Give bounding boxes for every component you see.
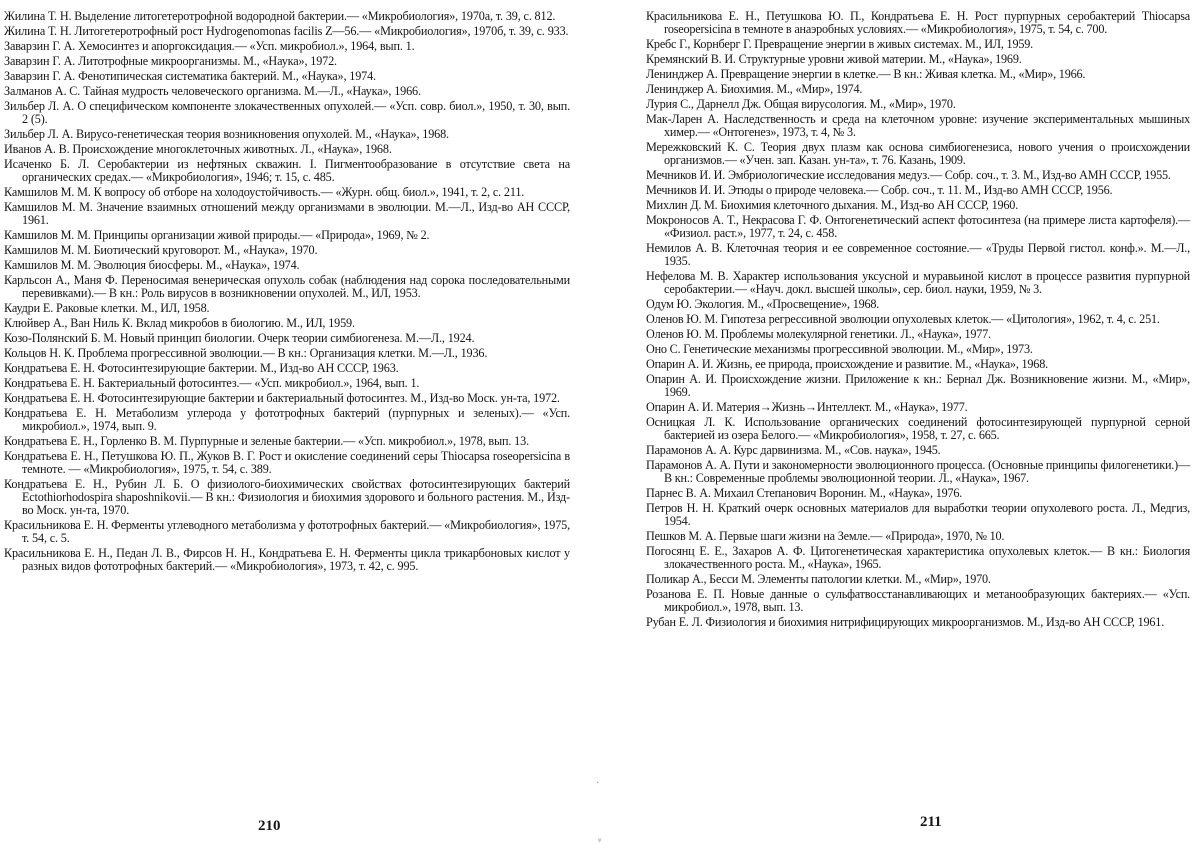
reference-entry: Мережковский К. С. Теория двух плазм как основа симбиогенезиса, нового учения о происхождении организмов.— «Учен. зап. Казан. ун-та», т. 76. Казань, 1909. [646, 140, 1190, 167]
reference-entry: Опарин А. И. Жизнь, ее природа, происхождение и развитие. М., «Наука», 1968. [646, 357, 1048, 371]
reference-entry: Красильникова Е. Н., Педан Л. В., Фирсов Н. Н., Кондратьева Е. Н. Ферменты цикла трикарбоновых кислот у разных видов фототрофных бактерий.— «Микробиология», 1973, т. 42, с. 995. [4, 546, 570, 573]
reference-entry: Одум Ю. Экология. М., «Просвещение», 1968. [646, 297, 880, 311]
reference-entry: Кондратьева Е. Н., Горленко В. М. Пурпурные и зеленые бактерии.— «Усп. микробиол.», 1978, вып. 13. [4, 434, 529, 448]
reference-entry: Розанова Е. П. Новые данные о сульфатвосстанавливающих и метанообразующих бактериях.— «Усп. микробиол.», 1978, вып. 13. [646, 587, 1190, 614]
reference-entry: Осницкая Л. К. Использование органических соединений фотосинтезирующей пурпурной серной бактерией из озера Белого.— «Микробиология», 1958, т. 27, с. 665. [646, 415, 1190, 442]
reference-entry: Немилов А. В. Клеточная теория и ее современное состояние.— «Труды Первой гистол. конф.». М.—Л., 1935. [646, 241, 1190, 268]
reference-entry: Ленинджер А. Превращение энергии в клетке.— В кн.: Живая клетка. М., «Мир», 1966. [646, 67, 1086, 81]
reference-list [4, 10, 570, 573]
reference-entry: Кондратьева Е. Н., Рубин Л. Б. О физиолого-биохимических свойствах фотосинтезирующих бактерий Ectothiorhodospira shaposhnikovii.— В кн.: Физиология и биохимия здорового и больного растения. М., Изд-во Моск. ун-та, 1970. [4, 477, 570, 517]
reference-entry: Мечников И. И. Этюды о природе человека.— Собр. соч., т. 11. М., Изд-во АМН СССР, 1956. [646, 183, 1113, 197]
reference-entry: Опарин А. И. Происхождение жизни. Приложение к кн.: Бернал Дж. Возникновение жизни. М., «Мир», 1969. [646, 372, 1190, 399]
reference-entry: Оленов Ю. М. Проблемы молекулярной генетики. Л., «Наука», 1977. [646, 327, 991, 341]
reference-entry: Мокроносов А. Т., Некрасова Г. Ф. Онтогенетический аспект фотосинтеза (на примере листа картофеля).— «Физиол. раст.», 1977, т. 24, с. 458. [646, 213, 1190, 240]
reference-entry: Кондратьева Е. Н., Петушкова Ю. П., Жуков В. Г. Рост и окисление соединений серы Thiocapsa roseopersicina в темноте. — «Микробиология», 1975, т. 54, с. 389. [4, 449, 570, 476]
reference-entry: Камшилов М. М. Принципы организации живой природы.— «Природа», 1969, № 2. [4, 228, 430, 242]
reference-entry: Опарин А. И. Материя→Жизнь→Интеллект. М., «Наука», 1977. [646, 400, 968, 414]
reference-entry: Жилина Т. Н. Литогетеротрофный рост Hydrogenomonas facilis Z—56.— «Микробиология», 1970б, т. 39, с. 933. [4, 24, 569, 38]
reference-entry: Заварзин Г. А. Фенотипическая систематика бактерий. М., «Наука», 1974. [4, 69, 376, 83]
reference-list [646, 10, 1190, 629]
reference-entry: Каудри Е. Раковые клетки. М., ИЛ, 1958. [4, 301, 210, 315]
page-number: 211 [920, 814, 942, 830]
scan-speck-icon: · [596, 778, 600, 789]
reference-entry: Оно С. Генетические механизмы прогрессивной эволюции. М., «Мир», 1973. [646, 342, 1033, 356]
reference-entry: Кондратьева Е. Н. Метаболизм углерода у фототрофных бактерий (пурпурных и зеленых).— «Усп. микробиол.», 1974, вып. 9. [4, 406, 570, 433]
reference-entry: Мечников И. И. Эмбриологические исследования медуз.— Собр. соч., т. 3. М., Изд-во АМН СССР, 1955. [646, 168, 1171, 182]
reference-entry: Иванов А. В. Происхождение многоклеточных животных. Л., «Наука», 1968. [4, 142, 392, 156]
reference-entry: Лурия С., Дарнелл Дж. Общая вирусология. М., «Мир», 1970. [646, 97, 956, 111]
reference-entry: Жилина Т. Н. Выделение литогетеротрофной водородной бактерии.— «Микробиология», 1970а, т. 39, с. 812. [4, 9, 556, 23]
reference-entry: Кондратьева Е. Н. Фотосинтезирующие бактерии и бактериальный фотосинтез. М., Изд-во Моск. ун-та, 1972. [4, 391, 560, 405]
reference-entry: Камшилов М. М. К вопросу об отборе на холодоустойчивость.— «Журн. общ. биол.», 1941, т. 2, с. 211. [4, 185, 525, 199]
reference-entry: Кольцов Н. К. Проблема прогрессивной эволюции.— В кн.: Организация клетки. М.—Л., 1936. [4, 346, 488, 360]
reference-entry: Парамонов А. А. Курс дарвинизма. М., «Сов. наука», 1945. [646, 443, 941, 457]
reference-entry: Камшилов М. М. Биотический круговорот. М., «Наука», 1970. [4, 243, 318, 257]
reference-entry: Исаченко Б. Л. Серобактерии из нефтяных скважин. I. Пигментообразование в отсутствие света на органических средах.— «Микробиология», 1946; т. 15, с. 485. [4, 157, 570, 184]
reference-entry: Поликар А., Бесси М. Элементы патологии клетки. М., «Мир», 1970. [646, 572, 991, 586]
reference-entry: Оленов Ю. М. Гипотеза регрессивной эволюции опухолевых клеток.— «Цитология», 1962, т. 4, с. 251. [646, 312, 1160, 326]
reference-entry: Зильбер Л. А. Вирусо-генетическая теория возникновения опухолей. М., «Наука», 1968. [4, 127, 449, 141]
reference-entry: Заварзин Г. А. Литотрофные микроорганизмы. М., «Наука», 1972. [4, 54, 337, 68]
reference-entry: Кребс Г., Корнберг Г. Превращение энергии в живых системах. М., ИЛ, 1959. [646, 37, 1033, 51]
reference-entry: Кондратьева Е. Н. Фотосинтезирующие бактерии. М., Изд-во АН СССР, 1963. [4, 361, 399, 375]
reference-entry: Парамонов А. А. Пути и закономерности эволюционного процесса. (Основные принципы филогенетики.)— В кн.: Современные проблемы эволюционной теории. Л., «Наука», 1967. [646, 458, 1190, 485]
reference-entry: Клюйвер А., Ван Ниль К. Вклад микробов в биологию. М., ИЛ, 1959. [4, 316, 355, 330]
reference-entry: Нефелова М. В. Характер использования уксусной и муравьиной кислот в процессе развития пурпурной серобактерии.— «Науч. докл. высшей школы», сер. биол. науки, 1959, № 3. [646, 269, 1190, 296]
reference-entry: Ленинджер А. Биохимия. М., «Мир», 1974. [646, 82, 863, 96]
reference-entry: Красильникова Е. Н. Ферменты углеводного метаболизма у фототрофных бактерий.— «Микробиология», 1975, т. 54, с. 5. [4, 518, 570, 545]
reference-entry: Парнес В. А. Михаил Степанович Воронин. М., «Наука», 1976. [646, 486, 963, 500]
reference-entry: Камшилов М. М. Эволюция биосферы. М., «Наука», 1974. [4, 258, 300, 272]
reference-entry: Зильбер Л. А. О специфическом компоненте злокачественных опухолей.— «Усп. совр. биол.», 1950, т. 30, вып. 2 (5). [4, 99, 570, 126]
reference-entry: Камшилов М. М. Значение взаимных отношений между организмами в эволюции. М.—Л., Изд-во АН СССР, 1961. [4, 200, 570, 227]
scan-speck-icon: ᵠ [598, 836, 602, 847]
reference-entry: Заварзин Г. А. Хемосинтез и апоргоксидация.— «Усп. микробиол.», 1964, вып. 1. [4, 39, 415, 53]
reference-entry: Карльсон А., Маня Ф. Переносимая венерическая опухоль собак (наблюдения над сорока последовательными перевивками).— В кн.: Роль вирусов в возникновении опухолей. М., ИЛ, 1953. [4, 273, 570, 300]
left-page [4, 10, 570, 575]
reference-entry: Кремянский В. И. Структурные уровни живой материи. М., «Наука», 1969. [646, 52, 1022, 66]
reference-entry: Пешков М. А. Первые шаги жизни на Земле.— «Природа», 1970, № 10. [646, 529, 1005, 543]
reference-entry: Петров Н. Н. Краткий очерк основных материалов для выработки теории опухолевого роста. Л., Медгиз, 1954. [646, 501, 1190, 528]
right-page [646, 10, 1190, 631]
reference-entry: Погосянц Е. Е., Захаров А. Ф. Цитогенетическая характеристика опухолевых клеток.— В кн.: Биология злокачественного роста. М., «Наука», 1965. [646, 544, 1190, 571]
reference-entry: Рубан Е. Л. Физиология и биохимия нитрифицирующих микроорганизмов. М., Изд-во АН СССР, 1961. [646, 615, 1165, 629]
reference-entry: Козо-Полянский Б. М. Новый принцип биологии. Очерк теории симбиогенеза. М.—Л., 1924. [4, 331, 475, 345]
reference-entry: Кондратьева Е. Н. Бактериальный фотосинтез.— «Усп. микробиол.», 1964, вып. 1. [4, 376, 420, 390]
reference-entry: Красильникова Е. Н., Петушкова Ю. П., Кондратьева Е. Н. Рост пурпурных серобактерий Thiocapsa roseopersicina в темноте в анаэробных условиях.— «Микробиология», 1975, т. 54, с. 700. [646, 9, 1190, 36]
page-number: 210 [258, 818, 281, 834]
reference-entry: Михлин Д. М. Биохимия клеточного дыхания. М., Изд-во АН СССР, 1960. [646, 198, 1019, 212]
reference-entry: Залманов А. С. Тайная мудрость человеческого организма. М.—Л., «Наука», 1966. [4, 84, 421, 98]
reference-entry: Мак-Ларен А. Наследственность и среда на клеточном уровне: изучение экспериментальных мышиных химер.— «Онтогенез», 1973, т. 4, № 3. [646, 112, 1190, 139]
